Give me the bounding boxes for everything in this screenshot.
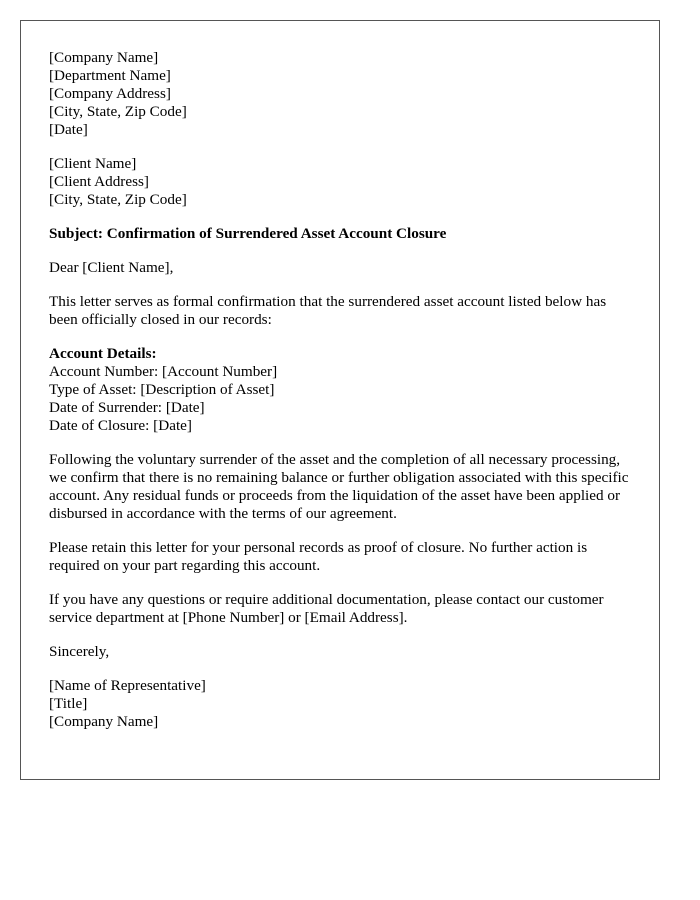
signature-name: [Name of Representative]: [49, 677, 206, 694]
account-details-block: [49, 345, 631, 435]
closure-date-line: Date of Closure: [Date]: [49, 417, 192, 434]
letter-date: [Date]: [49, 121, 88, 138]
account-number-line: Account Number: [Account Number]: [49, 363, 278, 380]
closing: Sincerely,: [49, 643, 110, 660]
asset-type-line: Type of Asset: [Description of Asset]: [49, 381, 275, 398]
sender-address-block: [49, 49, 631, 139]
surrender-date-line: Date of Surrender: [Date]: [49, 399, 205, 416]
sender-company-name: [Company Name]: [49, 49, 159, 66]
signature-company: [Company Name]: [49, 713, 159, 730]
sender-city-state-zip: [City, State, Zip Code]: [49, 103, 187, 120]
signature-title: [Title]: [49, 695, 88, 712]
account-details-heading: Account Details:: [49, 345, 157, 362]
recipient-client-address: [Client Address]: [49, 173, 149, 190]
body-paragraph-retain: Please retain this letter for your personal records as proof of closure. No further action is required on your part regarding this account.: [49, 539, 588, 574]
letter-page: [20, 20, 660, 780]
recipient-client-name: [Client Name]: [49, 155, 137, 172]
sender-department-name: [Department Name]: [49, 67, 171, 84]
recipient-address-block: [49, 155, 631, 209]
letter-subject: Subject: Confirmation of Surrendered Asset Account Closure: [49, 225, 447, 242]
body-paragraph-confirmation: Following the voluntary surrender of the asset and the completion of all necessary processing, we confirm that there is no remaining balance or further obligation associated with this specific account. Any residual funds or proceeds from the liquidation of the asset have been applied or disbursed in accordance with the terms of our agreement.: [49, 451, 629, 522]
intro-paragraph: This letter serves as formal confirmation that the surrendered asset account listed below has been officially closed in our records:: [49, 293, 607, 328]
signature-block: [49, 677, 631, 731]
body-paragraph-contact: If you have any questions or require additional documentation, please contact our customer service department at [Phone Number] or [Email Address].: [49, 591, 604, 626]
sender-company-address: [Company Address]: [49, 85, 171, 102]
salutation: Dear [Client Name],: [49, 259, 174, 276]
recipient-city-state-zip: [City, State, Zip Code]: [49, 191, 187, 208]
